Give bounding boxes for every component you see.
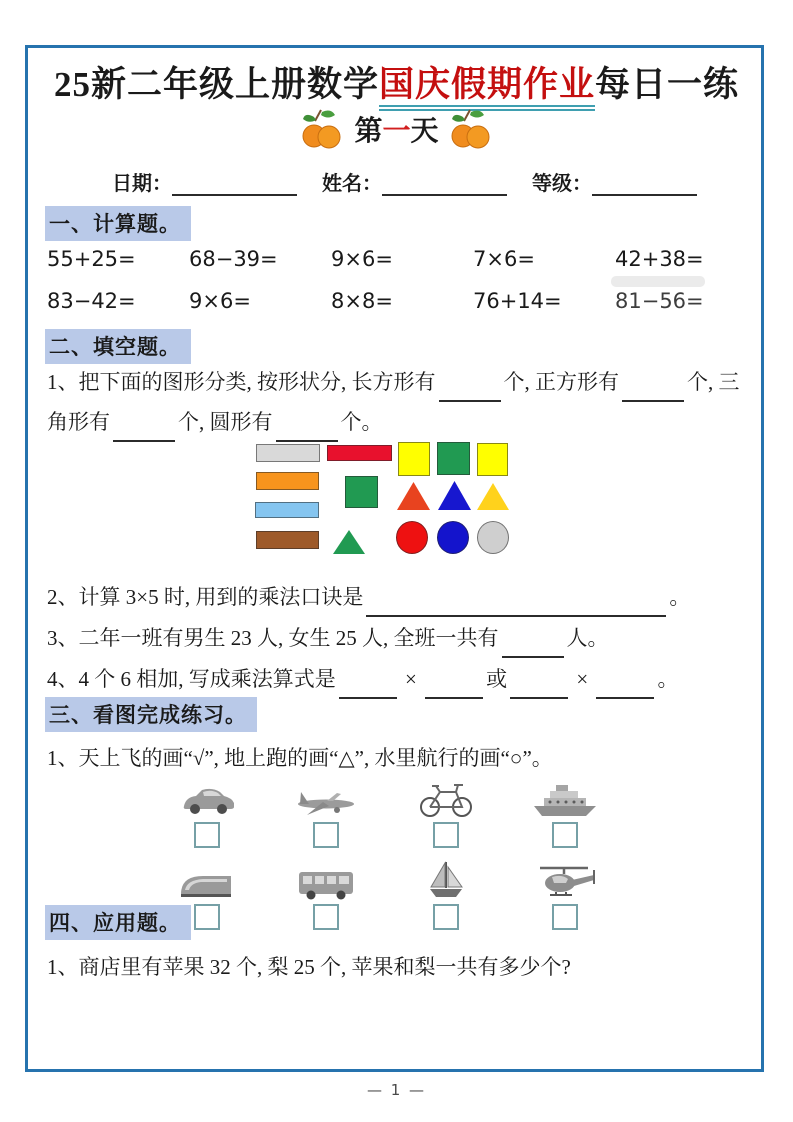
header-fields	[112, 167, 697, 196]
calc-row-1	[47, 247, 761, 271]
calc-row-2	[47, 289, 761, 313]
calc-problem: 76+14=	[473, 289, 562, 313]
question-shapes-classify: 1、把下面的图形分类, 按形状分, 长方形有 个, 正方形有 个, 三角形有 个, 圆形有 个。	[47, 362, 759, 442]
calc-problem: 9×6=	[189, 289, 251, 313]
calc-problem: 9×6=	[331, 247, 393, 271]
answer-blank	[502, 638, 564, 658]
answer-blank	[339, 679, 397, 699]
name-blank	[382, 176, 507, 196]
shape-triangle-yellow	[477, 483, 509, 510]
shape-rectangle-orange	[256, 472, 319, 490]
answer-blank	[276, 422, 338, 442]
answer-blank	[425, 679, 483, 699]
name-label: 姓名：	[322, 173, 382, 195]
day-label: 第一天	[354, 116, 439, 147]
section-heading-picture-exercise: 三、看图完成练习。	[45, 697, 257, 732]
shape-square-green	[345, 476, 378, 508]
question-multiplication-rhyme: 2、计算 3×5 时, 用到的乘法口诀是 。	[47, 577, 759, 617]
shape-square-green	[437, 442, 470, 475]
shape-rectangle-brown	[256, 531, 319, 549]
question-class-total: 3、二年一班有男生 23 人, 女生 25 人, 全班一共有 人。	[47, 618, 759, 658]
page-number: — 1 —	[366, 1081, 427, 1099]
sailboat-icon	[423, 860, 469, 900]
bus-icon	[295, 868, 357, 900]
answer-blank	[622, 382, 684, 402]
shape-circle-red	[396, 521, 428, 554]
answer-checkbox-cruise-ship[interactable]	[552, 822, 578, 848]
answer-blank	[510, 679, 568, 699]
cruise-ship-icon	[532, 782, 598, 818]
answer-checkbox-airplane[interactable]	[313, 822, 339, 848]
question-vehicle-marking: 1、天上飞的画“√”, 地上跑的画“△”, 水里航行的画“○”。	[47, 746, 553, 770]
date-blank	[172, 176, 297, 196]
airplane-icon	[293, 788, 359, 818]
answer-blank	[596, 679, 654, 699]
tangerine-icon	[300, 108, 344, 150]
grade-blank	[592, 176, 697, 196]
calc-problem: 42+38=	[615, 247, 704, 271]
calc-problem: 55+25=	[47, 247, 136, 271]
vehicle-grid	[147, 770, 625, 934]
shape-triangle-blue	[438, 481, 471, 510]
calc-problem: 81−56=	[615, 289, 704, 313]
question-multiplication-expression: 4、4 个 6 相加, 写成乘法算式是 × 或 × 。	[47, 659, 759, 699]
shape-circle-blue	[437, 521, 469, 554]
car-icon	[176, 784, 238, 818]
section-heading-calculation: 一、计算题。	[45, 206, 191, 241]
grade-label: 等级：	[532, 173, 592, 195]
page-title	[0, 57, 793, 107]
section-heading-fill-blank: 二、填空题。	[45, 329, 191, 364]
shape-rectangle-red	[327, 445, 392, 461]
answer-checkbox-bicycle[interactable]	[433, 822, 459, 848]
shapes-figure	[255, 441, 513, 559]
helicopter-icon	[532, 864, 598, 900]
shape-triangle-green	[333, 530, 365, 554]
shape-rectangle-lightblue	[255, 502, 319, 518]
answer-blank	[439, 382, 501, 402]
answer-checkbox-bus[interactable]	[313, 904, 339, 930]
high-speed-train-icon	[177, 868, 237, 900]
day-subtitle	[0, 108, 793, 150]
calc-problem: 7×6=	[473, 247, 535, 271]
answer-blank	[366, 597, 666, 617]
tangerine-icon	[449, 108, 493, 150]
calc-problem: 8×8=	[331, 289, 393, 313]
answer-checkbox-train[interactable]	[194, 904, 220, 930]
section-heading-word-problems: 四、应用题。	[45, 905, 191, 940]
bicycle-icon	[418, 780, 474, 818]
calc-problem: 83−42=	[47, 289, 136, 313]
answer-checkbox-helicopter[interactable]	[552, 904, 578, 930]
calc-problem: 68−39=	[189, 247, 278, 271]
answer-checkbox-car[interactable]	[194, 822, 220, 848]
title-highlight: 国庆假期作业	[379, 65, 595, 111]
question-apples-pears: 1、商店里有苹果 32 个, 梨 25 个, 苹果和梨一共有多少个?	[47, 955, 571, 979]
scan-artifact	[611, 276, 705, 287]
title-suffix: 每日一练	[595, 65, 740, 104]
date-label: 日期：	[112, 173, 172, 195]
shape-circle-gray	[477, 521, 509, 554]
shape-rectangle-gray	[256, 444, 320, 462]
answer-checkbox-sailboat[interactable]	[433, 904, 459, 930]
shape-triangle-red	[397, 482, 430, 510]
answer-blank	[113, 422, 175, 442]
shape-square-yellow	[398, 442, 430, 476]
shape-square-yellow	[477, 443, 508, 476]
title-prefix: 25新二年级上册数学	[53, 65, 379, 104]
